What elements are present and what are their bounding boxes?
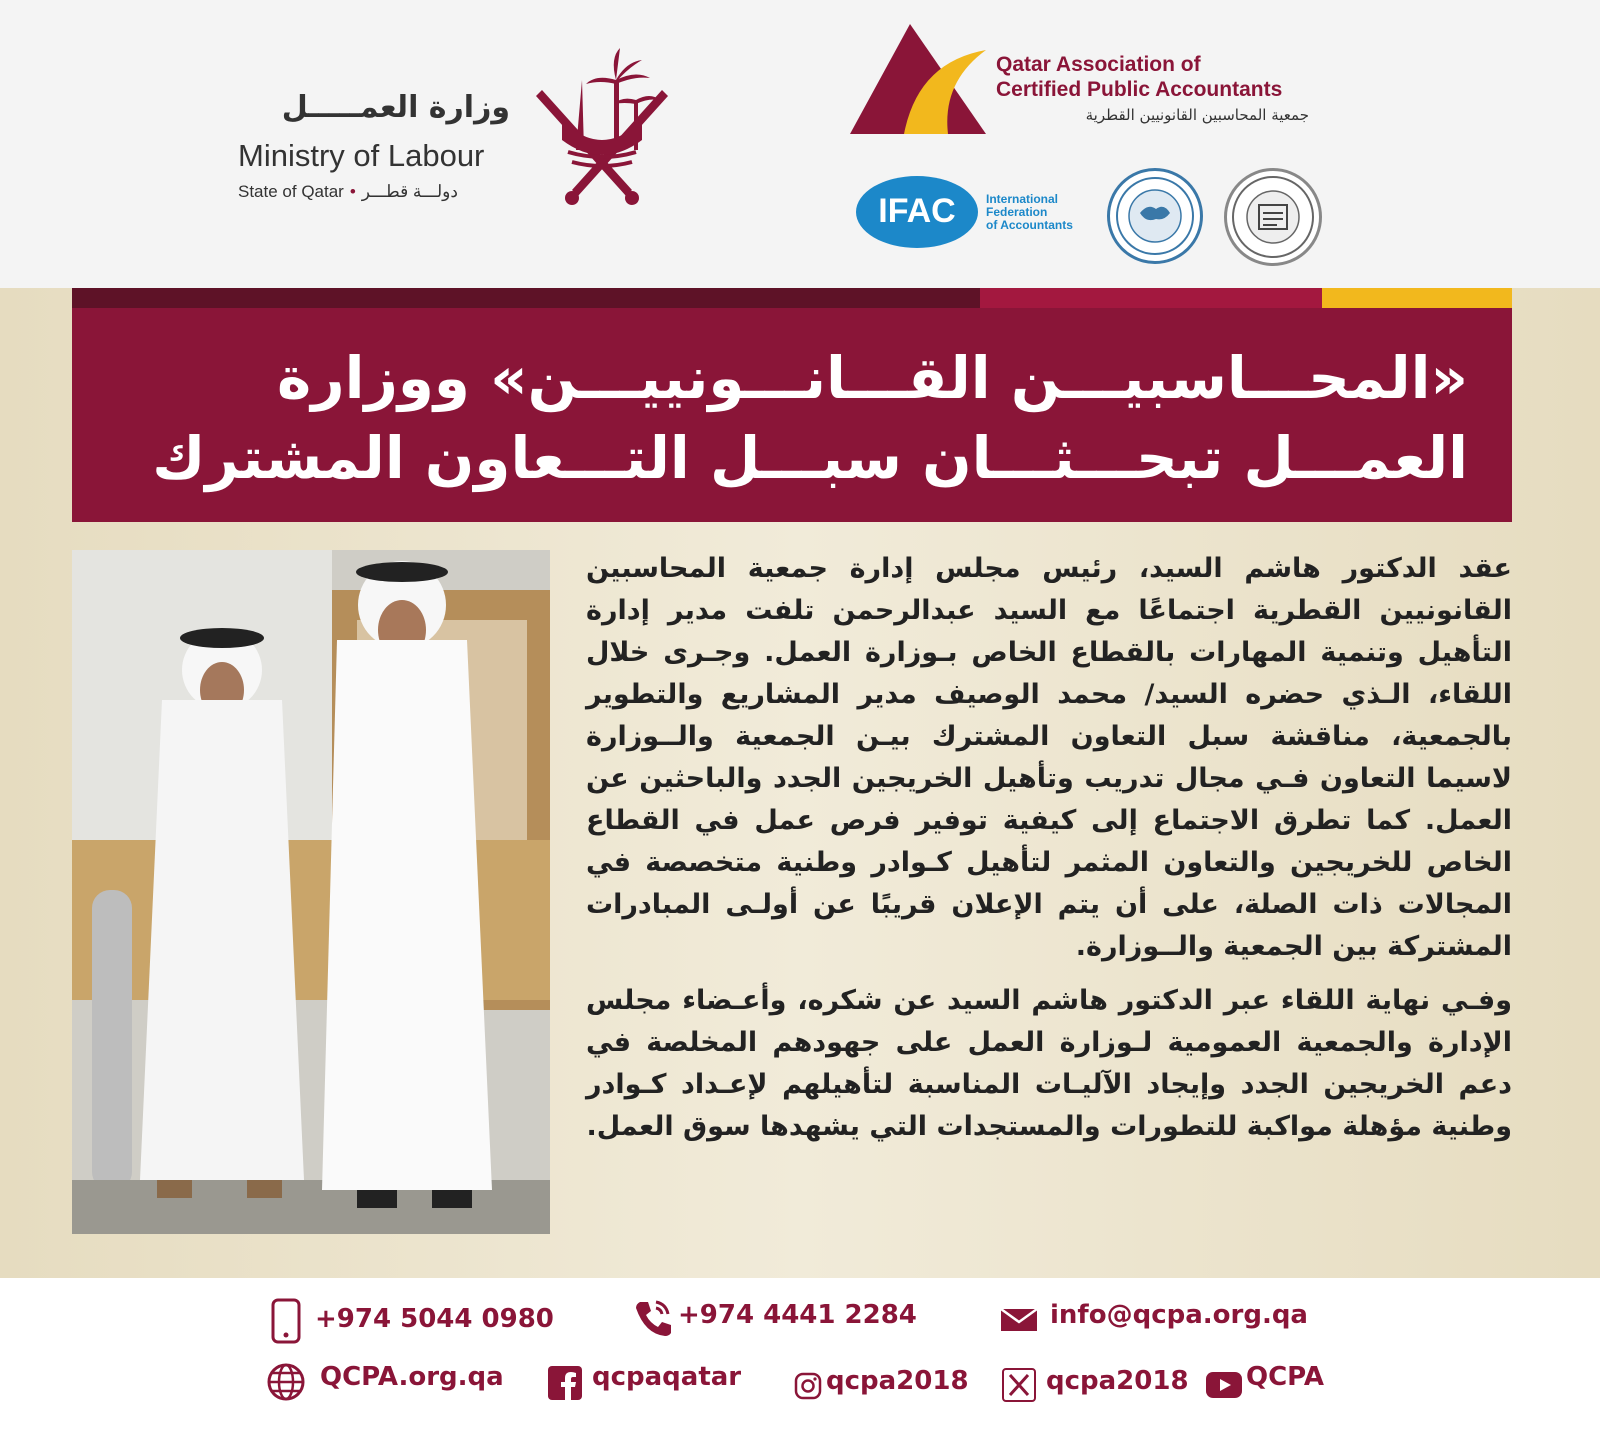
instagram-handle[interactable]: qcpa2018 [826, 1366, 969, 1396]
qcpa-logo-icon [848, 22, 988, 142]
globe-icon [266, 1362, 306, 1402]
state-ar: دولـــة قطـــر [361, 182, 458, 201]
meeting-photo [72, 550, 550, 1234]
ifac-line-1: International [986, 192, 1059, 206]
separator-dot-icon: • [349, 182, 356, 201]
seal-inner-icon [1227, 171, 1319, 263]
state-line [238, 182, 458, 202]
headline-box [72, 308, 1512, 522]
youtube-handle[interactable]: QCPA [1246, 1362, 1324, 1392]
x-handle[interactable]: qcpa2018 [1046, 1366, 1189, 1396]
footer-contacts [0, 1278, 1600, 1438]
gcc-auditing-seal-icon [1224, 168, 1322, 266]
meeting-photo-illustration [72, 550, 550, 1234]
website-link[interactable]: QCPA.org.qa [320, 1362, 504, 1392]
qcpa-name-en-line1: Qatar Association of [996, 53, 1201, 76]
qcpa-name-en-line2: Certified Public Accountants [996, 78, 1283, 101]
ministry-name-ar: وزارة العمـــــل [281, 90, 510, 125]
arab-accountants-seal-icon [1107, 168, 1203, 264]
accent-stripe-red [980, 288, 1322, 308]
facebook-icon [548, 1366, 582, 1400]
headline-line-1: «المحـــاسبيـــن القـــانـــونييـــن» ووزارة [276, 344, 1468, 412]
article-paragraph-2: وفـي نهاية اللقاء عبر الدكتور هاشم السيد عن شكره، وأعـضاء مجلس الإدارة والجمعية العمومية لـوزارة العمل على جهودهم المخلصة في دعم الخريجين الجدد وإيجاد الآليـات المناسبة لتأهيلهم لإعـداد كـوادر وطنية مؤهلة مواكبة للتطورات والمستجدات التي يشهدها سوق العمل. [586, 985, 1512, 1142]
mobile-number[interactable]: +974 5044 0980 [315, 1304, 554, 1334]
ministry-name-en: Ministry of Labour [238, 138, 485, 173]
ifac-logo-icon [856, 176, 978, 248]
mobile-phone-icon [270, 1298, 302, 1344]
qcpa-name-ar: جمعية المحاسبين القانونيين القطرية [1085, 106, 1309, 124]
accent-stripe-dark [72, 288, 980, 308]
ifac-line-3: of Accountants [986, 218, 1073, 232]
email-icon [1000, 1308, 1038, 1332]
article-paragraph-1: عقد الدكتور هاشم السيد، رئيس مجلس إدارة جمعية المحاسبين القانونيين القطرية اجتماعًا مع السيد عبدالرحمن تلفت مدير إدارة التأهيل وتنمية المهارات بالقطاع الخاص بـوزارة العمل. وجـرى خلال اللقاء، الـذي حضره السيد/ محمد الوصيف مدير المشاريع والتطوير بالجمعية، مناقشة سبل التعاون المشترك بيـن الجمعية والــوزارة لاسيما التعاون فـي مجال تدريب وتأهيل الخريجين الجدد والباحثين عن العمل. كما تطرق الاجتماع إلى كيفية توفير فرص عمل في القطاع الخاص للخريجين والتعاون المثمر لتأهيل كـوادر وطنية متخصصة في المجالات ذات الصلة، على أن يتم الإعلان قريبًا عن أولـى المبادرات المشتركة بين الجمعية والــوزارة. [586, 553, 1512, 962]
qatar-emblem-icon [522, 40, 682, 210]
facebook-handle[interactable]: qcpaqatar [592, 1362, 742, 1392]
phone-icon [632, 1298, 672, 1338]
headline-line-2: العمـــل تبحـــثـــان سبـــل التـــعاون المشترك [152, 424, 1468, 492]
seal-inner-icon [1110, 171, 1200, 261]
email-address[interactable]: info@qcpa.org.qa [1050, 1300, 1308, 1330]
ifac-full-name [986, 193, 1073, 232]
article-body [586, 548, 1512, 1148]
youtube-icon [1206, 1372, 1242, 1398]
qcpa-name [996, 52, 1326, 124]
instagram-icon [794, 1372, 822, 1400]
ifac-line-2: Federation [986, 205, 1048, 219]
state-en: State of Qatar [238, 182, 344, 201]
x-twitter-icon [1002, 1368, 1036, 1402]
header [0, 0, 1600, 288]
ifac-abbr: IFAC [878, 192, 956, 230]
accent-stripe-gold [1322, 288, 1512, 308]
phone-number[interactable]: +974 4441 2284 [678, 1300, 917, 1330]
